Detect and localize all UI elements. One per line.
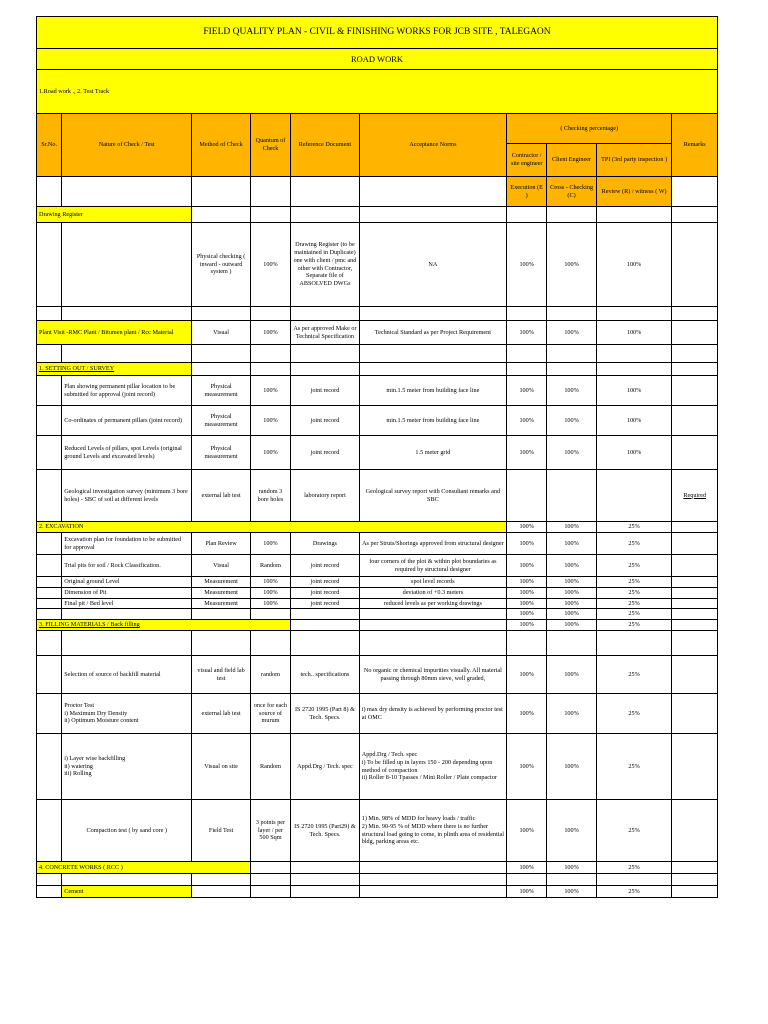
table-row: [37, 436, 718, 470]
review-cell: 25%: [596, 609, 672, 620]
table-row: [37, 470, 718, 522]
header-remarks: Remarks: [672, 114, 718, 177]
method-cell: Physical measurement: [192, 436, 251, 470]
quantum-cell: once for each source of murum: [250, 694, 290, 734]
nature-cell: Original ground Level: [62, 577, 192, 588]
reference-cell: joint record: [291, 555, 360, 577]
review-cell: 25%: [596, 694, 672, 734]
reference-cell: As per approved Make or Technical Specification: [291, 321, 360, 345]
header-quantum: Quantum of Check: [250, 114, 290, 177]
nature-cell: Co-ordinates of permanent pillars (joint record): [62, 406, 192, 436]
nature-cell: Final pit / Bed level: [62, 598, 192, 609]
nature-cell: Selection of source of backfill material: [62, 656, 192, 694]
cross-check-cell: 100%: [547, 522, 596, 533]
table-row: [37, 223, 718, 307]
sheet-title: FIELD QUALITY PLAN - CIVIL & FINISHING WORKS FOR JCB SITE , TALEGAON: [37, 17, 718, 49]
quantum-cell: random: [250, 656, 290, 694]
execution-cell: 100%: [507, 522, 547, 533]
acceptance-cell: spot level records: [359, 577, 506, 588]
execution-cell: 100%: [507, 734, 547, 800]
quantum-cell: 100%: [250, 376, 290, 406]
table-row: [37, 406, 718, 436]
reference-cell: joint record: [291, 436, 360, 470]
method-cell: external lab test: [192, 694, 251, 734]
quantum-cell: 100%: [250, 598, 290, 609]
acceptance-cell: i) max dry density is achieved by performing proctor test at OMC: [359, 694, 506, 734]
cross-check-cell: 100%: [547, 321, 596, 345]
nature-cell: Proctor Test i) Maximum Dry Density ii) Optimum Moisture content: [62, 694, 192, 734]
cross-check-cell: 100%: [547, 656, 596, 694]
review-cell: 25%: [596, 587, 672, 598]
execution-cell: 100%: [507, 609, 547, 620]
execution-cell: 100%: [507, 587, 547, 598]
cross-check-cell: 100%: [547, 436, 596, 470]
section-cement: Cement: [62, 886, 192, 898]
acceptance-cell: deviation of +0.3 meters: [359, 587, 506, 598]
nature-cell: Reduced Levels of pillars, spot Levels (original ground Levels and excavated levels): [62, 436, 192, 470]
header-reference: Reference Document: [291, 114, 360, 177]
table-row: [37, 656, 718, 694]
method-cell: Visual: [192, 555, 251, 577]
cross-check-cell: 100%: [547, 223, 596, 307]
review-cell: 25%: [596, 522, 672, 533]
field-quality-plan-table: [36, 16, 718, 898]
cross-check-cell: 100%: [547, 598, 596, 609]
execution-cell: 100%: [507, 376, 547, 406]
reference-cell: joint record: [291, 587, 360, 598]
review-cell: 25%: [596, 533, 672, 555]
method-cell: Visual: [192, 321, 251, 345]
table-row: [37, 694, 718, 734]
method-cell: Field Test: [192, 800, 251, 862]
review-cell: 100%: [596, 376, 672, 406]
nature-cell: Compaction test ( by sand core ): [62, 800, 192, 862]
cross-check-cell: 100%: [547, 620, 596, 631]
reference-cell: IS 2720 1995 (Part29) & Tech. Specs.: [291, 800, 360, 862]
nature-cell: Excavation plan for foundation to be submitted for approval: [62, 533, 192, 555]
header-sno: Sr.No.: [37, 114, 62, 177]
acceptance-cell: four corners of the plot & within plot boundaries as required by structural designer: [359, 555, 506, 577]
header-contractor: Contractor / site engineer: [507, 144, 547, 177]
review-cell: 25%: [596, 620, 672, 631]
cross-check-cell: 100%: [547, 609, 596, 620]
cross-check-cell: 100%: [547, 862, 596, 874]
execution-cell: 100%: [507, 223, 547, 307]
review-cell: 25%: [596, 577, 672, 588]
cross-check-cell: 100%: [547, 406, 596, 436]
review-cell: 25%: [596, 734, 672, 800]
acceptance-cell: Appd.Drg / Tech. spec i) To be filled up in layers 150 - 200 depending upon method of compaction ii) Roller 8-10 Tpasses / Mini Roller / Plate compactor: [359, 734, 506, 800]
reference-cell: tech.. specifications: [291, 656, 360, 694]
section-excavation: 2. EXCAVATION: [37, 522, 507, 533]
table-row: [37, 321, 718, 345]
acceptance-cell: As per Struts/Shorings approved from structural designer: [359, 533, 506, 555]
quantum-cell: 100%: [250, 406, 290, 436]
method-cell: Physical checking ( inward - outward system ): [192, 223, 251, 307]
reference-cell: Drawings: [291, 533, 360, 555]
reference-cell: joint record: [291, 376, 360, 406]
cross-check-cell: 100%: [547, 577, 596, 588]
execution-cell: 100%: [507, 800, 547, 862]
acceptance-cell: min.1.5 meter from building face line: [359, 406, 506, 436]
header-cross: Cross - Checking (C): [547, 177, 596, 207]
reference-cell: IS 2720 1995 (Part 8) & Tech. Specs.: [291, 694, 360, 734]
method-cell: Measurement: [192, 577, 251, 588]
execution-cell: 100%: [507, 886, 547, 898]
cross-check-cell: 100%: [547, 734, 596, 800]
reference-cell: laboratory report: [291, 470, 360, 522]
execution-cell: 100%: [507, 577, 547, 588]
remarks-cell: Required: [672, 470, 718, 522]
table-row: [37, 376, 718, 406]
execution-cell: 100%: [507, 620, 547, 631]
method-cell: external lab test: [192, 470, 251, 522]
method-cell: Physical measurement: [192, 376, 251, 406]
execution-cell: 100%: [507, 598, 547, 609]
method-cell: Physical measurement: [192, 406, 251, 436]
header-nature: Nature of Check / Test: [62, 114, 192, 177]
cross-check-cell: 100%: [547, 694, 596, 734]
review-cell: 25%: [596, 555, 672, 577]
header-review: Review (R) / witness ( W): [596, 177, 672, 207]
method-cell: Plan Review: [192, 533, 251, 555]
quantum-cell: 100%: [250, 577, 290, 588]
nature-cell: Plan showing permanent pillar location to be submitted for approval (joint record): [62, 376, 192, 406]
review-cell: 25%: [596, 800, 672, 862]
quantum-cell: random 3 bore holes: [250, 470, 290, 522]
execution-cell: 100%: [507, 555, 547, 577]
table-row: [37, 577, 718, 588]
acceptance-cell: Technical Standard as per Project Requirement: [359, 321, 506, 345]
section-filling: 3. FILLING MATERIALS / Back filling: [37, 620, 291, 631]
execution-cell: 100%: [507, 321, 547, 345]
nature-cell: Geological investigation survey (minimum 3 bore holes) - SBC of soil at different levels: [62, 470, 192, 522]
section-concrete: 4. CONCRETE WORKS ( RCC ): [37, 862, 251, 874]
review-cell: 25%: [596, 886, 672, 898]
method-cell: visual and field lab test: [192, 656, 251, 694]
acceptance-cell: min.1.5 meter from building face line: [359, 376, 506, 406]
section-drawing-register: Drawing Register: [37, 207, 192, 223]
table-row: [37, 800, 718, 862]
nature-cell: Dimension of Pit: [62, 587, 192, 598]
reference-cell: Drawing Register (to be maintained in Duplicate) one with client / pmc and other with Contractor, Separate file of ABSOLVED DWGs: [291, 223, 360, 307]
review-cell: 100%: [596, 321, 672, 345]
execution-cell: 100%: [507, 656, 547, 694]
quantum-cell: 100%: [250, 223, 290, 307]
header-method: Method of Check: [192, 114, 251, 177]
table-row: [37, 587, 718, 598]
header-checking: ( Checking percentage): [507, 114, 672, 144]
review-cell: 25%: [596, 598, 672, 609]
acceptance-cell: 1) Min. 98% of MDD for heavy loads / traffic 2) Min. 90-95 % of MDD where there is no further structural load going to come, in plinth area of residential bldg, parking areas etc.: [359, 800, 506, 862]
reference-cell: joint record: [291, 406, 360, 436]
nature-cell: i) Layer wise backfilling ii) watering iii) Rolling: [62, 734, 192, 800]
header-tpi: TPI (3rd party inspection ): [596, 144, 672, 177]
cross-check-cell: 100%: [547, 800, 596, 862]
method-cell: Measurement: [192, 587, 251, 598]
cross-check-cell: 100%: [547, 886, 596, 898]
execution-cell: 100%: [507, 436, 547, 470]
review-cell: 100%: [596, 436, 672, 470]
quantum-cell: 100%: [250, 533, 290, 555]
cross-check-cell: 100%: [547, 376, 596, 406]
acceptance-cell: Geological survey report with Consultant remarks and SBC: [359, 470, 506, 522]
quantum-cell: 100%: [250, 587, 290, 598]
acceptance-cell: NA: [359, 223, 506, 307]
sheet-subtitle: ROAD WORK: [37, 49, 718, 70]
section-plant-visit: Plant Visit -RMC Plant / Bitumen plant / Rcc Material: [37, 321, 192, 345]
review-cell: 100%: [596, 406, 672, 436]
table-row: [37, 555, 718, 577]
reference-cell: Appd.Drg / Tech. spec: [291, 734, 360, 800]
header-client: Client Engineer: [547, 144, 596, 177]
review-cell: 100%: [596, 223, 672, 307]
header-acceptance: Acceptance Norms: [359, 114, 506, 177]
quantum-cell: 100%: [250, 321, 290, 345]
acceptance-cell: 1.5 meter grid: [359, 436, 506, 470]
quantum-cell: Random: [250, 734, 290, 800]
acceptance-cell: No organic or chemical impurities visually. All material passing through 80mm sieve, well graded,: [359, 656, 506, 694]
quantum-cell: Random: [250, 555, 290, 577]
reference-cell: joint record: [291, 577, 360, 588]
acceptance-cell: reduced levels as per working drawings: [359, 598, 506, 609]
review-cell: 25%: [596, 862, 672, 874]
cross-check-cell: 100%: [547, 533, 596, 555]
execution-cell: 100%: [507, 862, 547, 874]
scope-line: 1.Road work ., 2. Test Track: [37, 70, 718, 114]
review-cell: 25%: [596, 656, 672, 694]
quantum-cell: 3 points per layer / per 500 Sqm: [250, 800, 290, 862]
table-row: [37, 598, 718, 609]
cross-check-cell: 100%: [547, 555, 596, 577]
execution-cell: 100%: [507, 406, 547, 436]
method-cell: Measurement: [192, 598, 251, 609]
header-execution: Execution (E ): [507, 177, 547, 207]
execution-cell: 100%: [507, 694, 547, 734]
table-row: [37, 734, 718, 800]
quantum-cell: 100%: [250, 436, 290, 470]
table-row: [37, 533, 718, 555]
section-setting-out: 1. SETTING OUT / SURVEY: [37, 363, 192, 376]
method-cell: Visual on site: [192, 734, 251, 800]
reference-cell: joint record: [291, 598, 360, 609]
nature-cell: Trial pits for soil / Rock Classification.: [62, 555, 192, 577]
cross-check-cell: 100%: [547, 587, 596, 598]
execution-cell: 100%: [507, 533, 547, 555]
